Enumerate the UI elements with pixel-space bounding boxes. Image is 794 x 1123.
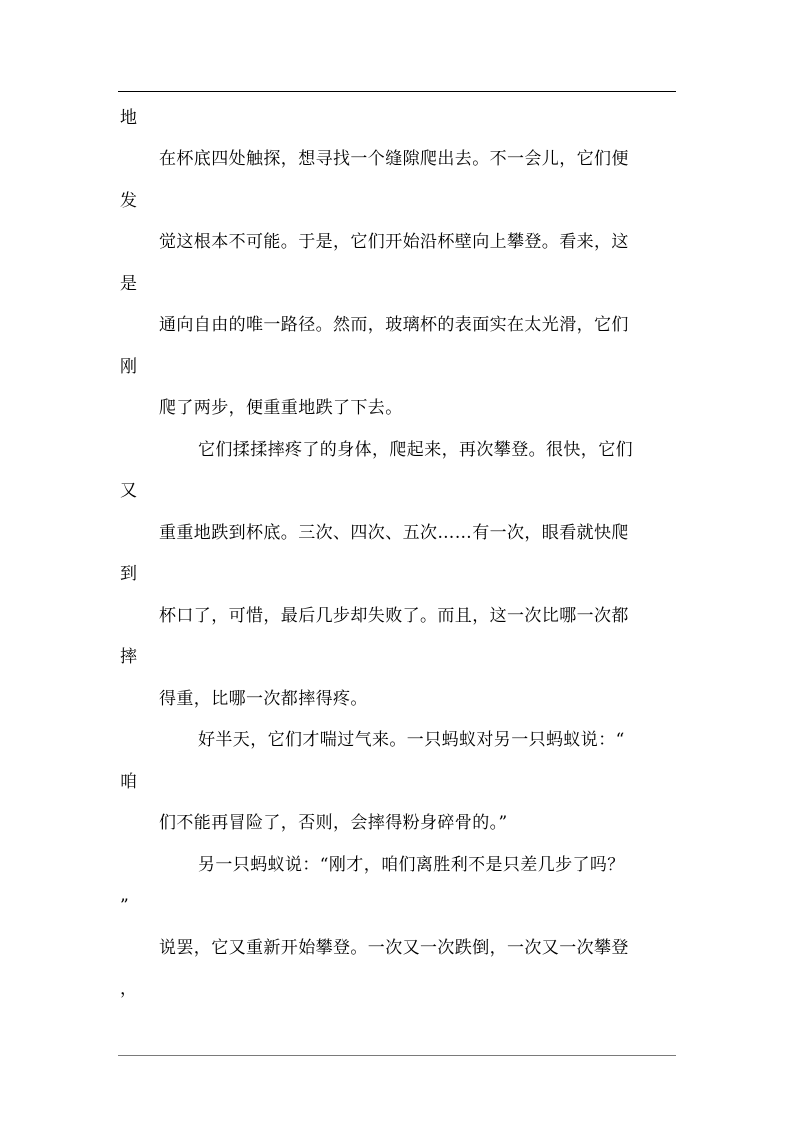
text-line: 刚 (120, 357, 138, 377)
text-line: 得重，比哪一次都摔得疼。 (159, 689, 368, 709)
text-line: 杯口了，可惜，最后几步却失败了。而且，这一次比哪一次都 (159, 606, 629, 626)
text-line: 摔 (120, 647, 138, 667)
text-line: 们不能再冒险了，否则，会摔得粉身碎骨的。” (159, 813, 508, 833)
text-line: ” (120, 896, 130, 916)
text-line: 在杯底四处触探，想寻找一个缝隙爬出去。不一会儿，它们便 (159, 149, 629, 169)
text-line: 是 (120, 274, 138, 294)
text-line: ， (120, 979, 138, 999)
text-line: 爬了两步，便重重地跌了下去。 (159, 398, 403, 418)
text-line: 又 (120, 481, 138, 501)
paragraph-start-line: 好半天，它们才喘过气来。一只蚂蚁对另一只蚂蚁说：“ (198, 730, 625, 750)
text-line: 通向自由的唯一路径。然而，玻璃杯的表面实在太光滑，它们 (159, 315, 629, 335)
header-rule (118, 91, 676, 92)
text-line: 到 (120, 564, 138, 584)
text-line: 发 (120, 191, 138, 211)
text-line: 重重地跌到杯底。三次、四次、五次……有一次，眼看就快爬 (159, 523, 629, 543)
text-line: 地 (120, 108, 138, 128)
paragraph-start-line: 另一只蚂蚁说：“刚才，咱们离胜利不是只差几步了吗？ (198, 855, 625, 875)
text-line: 说罢，它又重新开始攀登。一次又一次跌倒，一次又一次攀登 (159, 938, 629, 958)
text-line: 觉这根本不可能。于是，它们开始沿杯壁向上攀登。看来，这 (159, 232, 629, 252)
footer-rule (118, 1055, 676, 1056)
text-line: 咱 (120, 772, 138, 792)
paragraph-start-line: 它们揉揉摔疼了的身体，爬起来，再次攀登。很快，它们 (198, 440, 633, 460)
